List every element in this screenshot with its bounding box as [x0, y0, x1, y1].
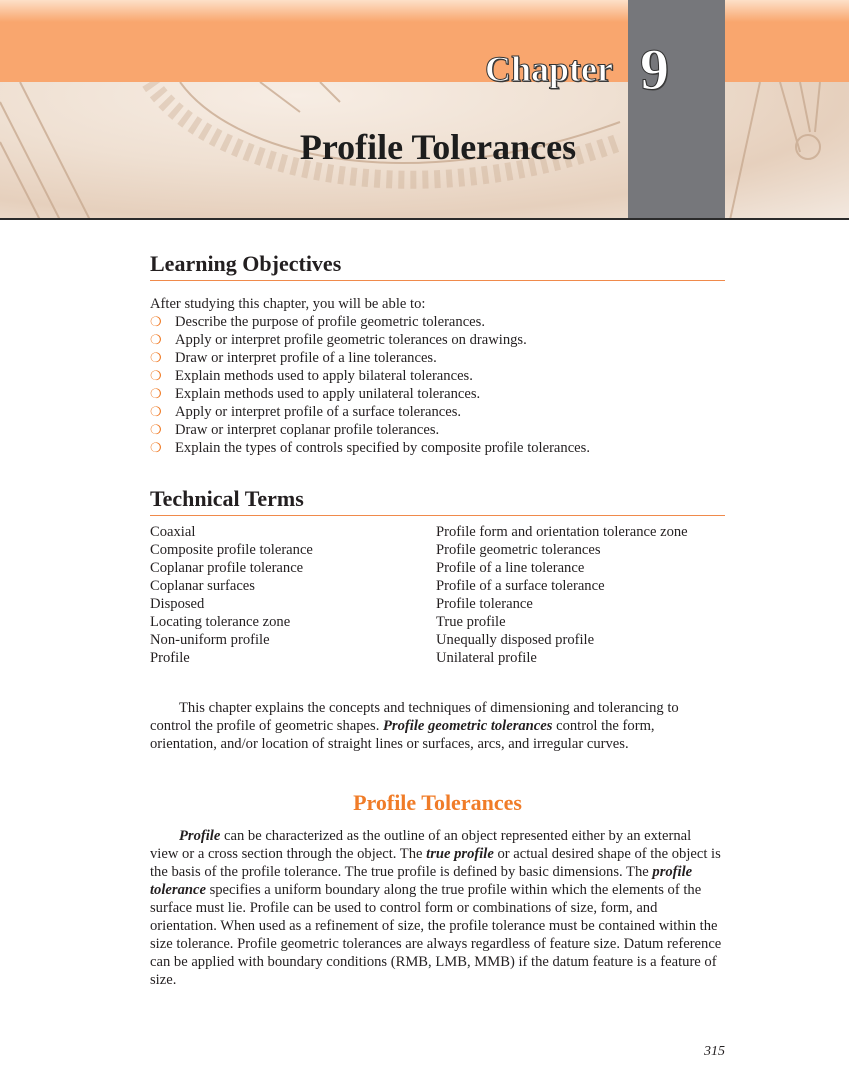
term-item: True profile [436, 614, 506, 630]
term-item: Disposed [150, 596, 205, 612]
term-item: Locating tolerance zone [150, 614, 291, 630]
term-item: Composite profile tolerance [150, 542, 313, 558]
objective-item [150, 385, 725, 403]
term-item: Profile geometric tolerances [436, 542, 601, 558]
term-item: Unilateral profile [436, 650, 537, 666]
objective-item [150, 349, 725, 367]
objective-item [150, 439, 725, 457]
chapter-number-bar [628, 0, 725, 220]
terms-right-column [436, 523, 722, 667]
circle-bullet-icon: ❍ [150, 332, 162, 347]
section-heading: Profile Tolerances [353, 790, 522, 815]
text: can be characterized as the outline of an object represented either by an external view or a cross section through the object. The [150, 828, 692, 862]
term-item: Coplanar surfaces [150, 578, 255, 594]
learning-objectives [150, 251, 725, 457]
text: or actual desired shape of the object is the basis of the profile tolerance. The true profile is defined by basic dimensions. The [150, 846, 721, 880]
chapter-title: Profile Tolerances [299, 127, 577, 167]
objectives-list [150, 313, 725, 457]
term-item: Unequally disposed profile [436, 632, 595, 648]
objective-text: Draw or interpret coplanar profile tolerances. [175, 422, 440, 438]
emphasis-term: Profile geometric tolerances [383, 718, 553, 734]
terms-heading: Technical Terms [150, 486, 725, 516]
circle-bullet-icon: ❍ [150, 314, 162, 329]
term-item: Profile [150, 650, 190, 666]
chapter-banner [0, 0, 849, 220]
objective-text: Apply or interpret profile of a surface tolerances. [175, 404, 462, 420]
term-item: Profile of a surface tolerance [436, 578, 605, 594]
circle-bullet-icon: ❍ [150, 404, 162, 419]
terms-left-column [150, 523, 436, 667]
circle-bullet-icon: ❍ [150, 386, 162, 401]
objective-item [150, 403, 725, 421]
objective-item [150, 331, 725, 349]
term-item: Profile form and orientation tolerance zone [436, 524, 688, 540]
circle-bullet-icon: ❍ [150, 368, 162, 383]
term-item: Profile tolerance [436, 596, 533, 612]
emphasis-term: Profile [179, 828, 221, 844]
text: control the form, orientation, and/or location of straight lines or surfaces, arcs, and irregular curves. [150, 718, 655, 752]
objective-text: Draw or interpret profile of a line tolerances. [175, 350, 437, 366]
objective-text: Explain the types of controls specified by composite profile tolerances. [175, 440, 590, 456]
emphasis-term: true profile [426, 846, 494, 862]
objective-item [150, 421, 725, 439]
objective-text: Describe the purpose of profile geometric tolerances. [175, 314, 485, 330]
objectives-intro: After studying this chapter, you will be able to: [150, 296, 426, 312]
objectives-heading: Learning Objectives [150, 251, 725, 281]
circle-bullet-icon: ❍ [150, 422, 162, 437]
page-number: 315 [704, 1044, 725, 1059]
circle-bullet-icon: ❍ [150, 350, 162, 365]
term-item: Coplanar profile tolerance [150, 560, 304, 576]
technical-terms [150, 486, 725, 667]
objective-text: Explain methods used to apply unilateral tolerances. [175, 386, 481, 402]
objective-item [150, 313, 725, 331]
chapter-label: Chapter [485, 49, 613, 89]
banner-rule [0, 218, 849, 220]
intro-paragraph [150, 699, 720, 753]
term-item: Coaxial [150, 524, 196, 540]
objective-item [150, 367, 725, 385]
section-paragraph [150, 827, 722, 989]
text: This chapter explains the concepts and techniques of dimensioning and tolerancing to control the profile of geometric shapes. [150, 700, 679, 734]
objective-text: Apply or interpret profile geometric tolerances on drawings. [175, 332, 527, 348]
chapter-number: 9 [640, 37, 669, 102]
emphasis-term: profile tolerance [150, 864, 693, 898]
circle-bullet-icon: ❍ [150, 440, 162, 455]
objective-text: Explain methods used to apply bilateral tolerances. [175, 368, 473, 384]
term-item: Profile of a line tolerance [436, 560, 585, 576]
text: specifies a uniform boundary along the true profile within which the elements of the surface must lie. Profile can be used to control form or combinations of size, form, and orientation. When used as a refinement of size, the profile tolerance must be contained within the size tolerance. Profile geometric tolerances are always regardless of feature size. Datum reference can be applied with boundary conditions (RMB, LMB, MMB) if the datum feature is a feature of size. [150, 882, 722, 988]
term-item: Non-uniform profile [150, 632, 270, 648]
